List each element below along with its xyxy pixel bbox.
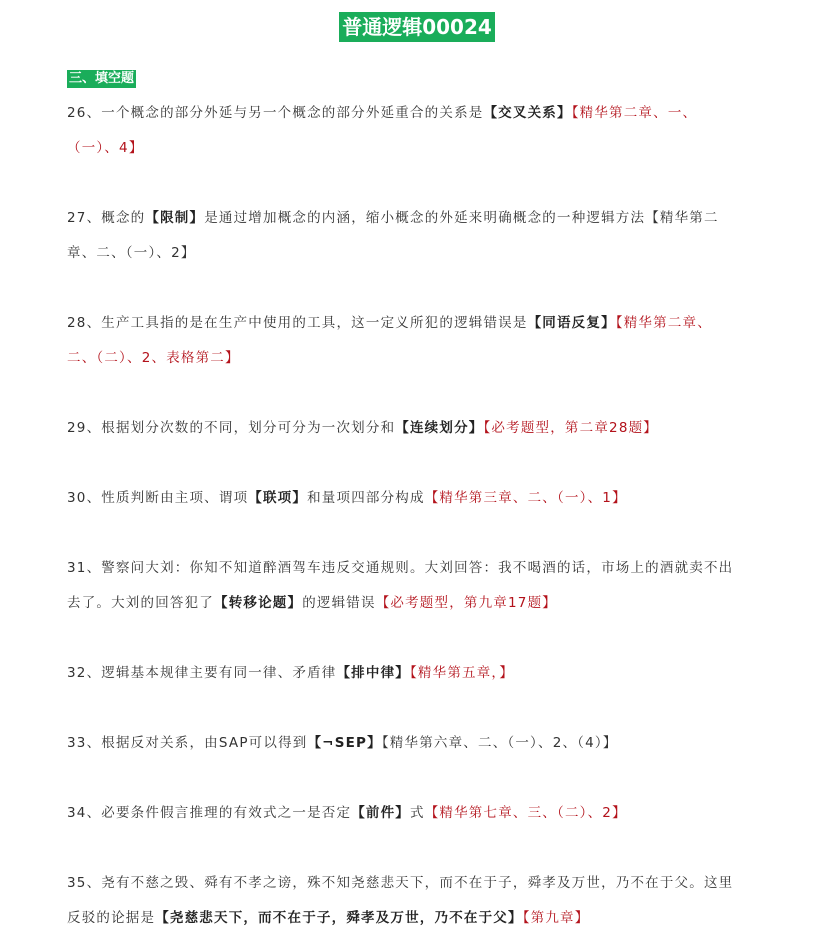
question-27 [67, 201, 739, 271]
reference: 【精华第二章、二、（二）、2、表格第二】 [67, 315, 712, 366]
question-28 [67, 306, 739, 376]
reference: 【精华第五章，】 [409, 665, 515, 681]
document-title: 普通逻辑00024 [339, 12, 495, 42]
question-text: 27、概念的 [67, 210, 146, 226]
question-text: 34、必要条件假言推理的有效式之一是否定 [67, 805, 352, 821]
section-heading: 三、填空题 [69, 71, 135, 86]
reference-plain: 【精华第六章、二、（一）、2、（4）】 [381, 735, 618, 751]
answer: 【同语反复】 [527, 315, 616, 331]
reference: 【精华第三章、二、（一）、1】 [424, 490, 627, 506]
question-text: 28、生产工具指的是在生产中使用的工具，这一定义所犯的逻辑错误是 [67, 315, 528, 331]
question-26 [67, 96, 739, 166]
question-30 [67, 481, 739, 516]
question-text: 33、根据反对关系，由SAP可以得到 [67, 735, 308, 751]
answer: 【连续划分】 [395, 420, 484, 436]
answer: 【前件】 [351, 805, 410, 821]
question-text: 29、根据划分次数的不同，划分可分为一次划分和 [67, 420, 396, 436]
answer: 【尧慈悲天下，而不在于子，舜孝及万世，乃不在于父】 [155, 910, 523, 926]
question-31 [67, 551, 739, 621]
reference: 【精华第七章、三、（二）、2】 [424, 805, 627, 821]
question-text-cont: 和量项四部分构成 [307, 490, 425, 506]
question-29 [67, 411, 739, 446]
reference-plain: 【精华第二章、二、（一）、2】 [67, 210, 719, 261]
question-text-cont: 的逻辑错误 [302, 595, 376, 611]
question-text: 30、性质判断由主项、谓项 [67, 490, 249, 506]
reference: 【必考题型，第九章17题】 [375, 595, 557, 611]
answer: 【限制】 [145, 210, 205, 226]
answer: 【交叉关系】 [483, 105, 572, 121]
question-33 [67, 726, 739, 761]
answer: 【转移论题】 [214, 595, 303, 611]
question-text: 26、一个概念的部分外延与另一个概念的部分外延重合的关系是 [67, 105, 484, 121]
reference: 【必考题型，第二章28题】 [483, 420, 659, 436]
answer: 【联项】 [248, 490, 308, 506]
question-text-cont: 式 [410, 805, 425, 821]
answer: 【排中律】 [336, 665, 410, 681]
question-text: 31、警察问大刘：你知不知道醉酒驾车违反交通规则。大刘回答：我不喝酒的话，市场上的酒就卖不出去了。大刘的回答犯了 [67, 560, 734, 611]
question-text-cont: 是通过增加概念的内涵，缩小概念的外延来明确概念的一种逻辑方法 [204, 210, 646, 226]
question-34 [67, 796, 739, 831]
question-35 [67, 866, 739, 936]
title-wrap [0, 12, 834, 42]
question-text: 32、逻辑基本规律主要有同一律、矛盾律 [67, 665, 337, 681]
reference: 【精华第二章、一、（一）、4】 [67, 105, 698, 156]
answer: 【¬SEP】 [307, 735, 382, 751]
question-text: 35、尧有不慈之毁、舜有不孝之谤，殊不知尧慈悲天下，而不在于子，舜孝及万世，乃不在于父。这里反驳的论据是 [67, 875, 734, 926]
question-32 [67, 656, 739, 691]
reference: 【第九章】 [522, 910, 590, 926]
